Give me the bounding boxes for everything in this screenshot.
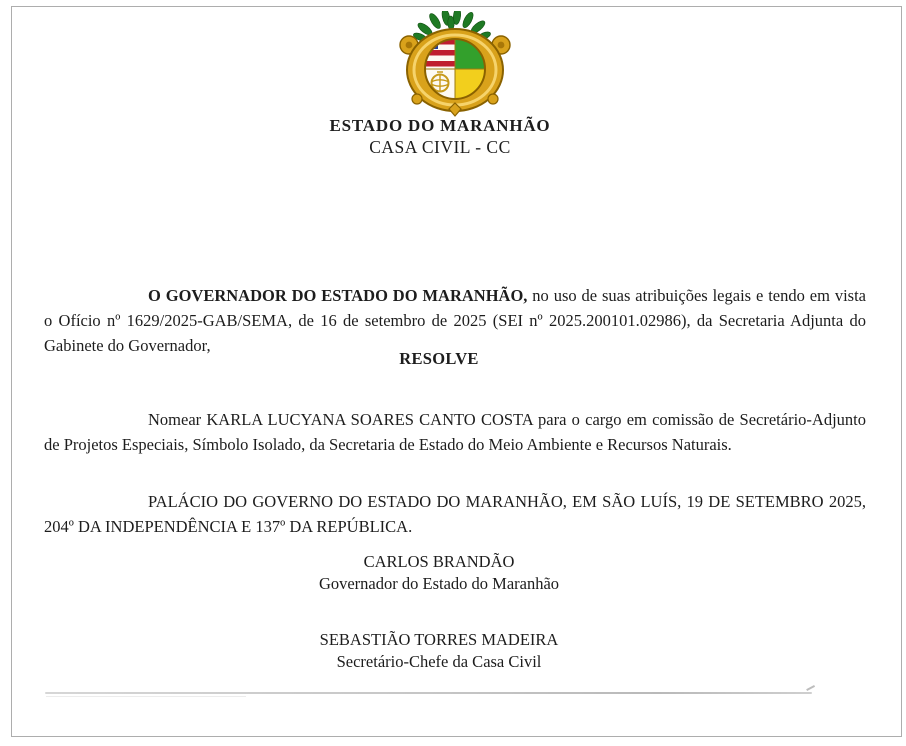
- quartered-shield: [425, 39, 485, 99]
- coat-of-arms-svg: [387, 11, 523, 117]
- resolve-heading: RESOLVE: [399, 349, 479, 368]
- signature-name: SEBASTIÃO TORRES MADEIRA: [319, 630, 559, 649]
- signature-block-governor: [44, 551, 834, 595]
- org-name: ESTADO DO MARANHÃO: [329, 116, 551, 135]
- footer-divider-line: [45, 692, 812, 694]
- preamble-bold-phrase: O GOVERNADOR DO ESTADO DO MARANHÃO,: [148, 285, 528, 305]
- signature-name: CARLOS BRANDÃO: [363, 552, 515, 571]
- footer-line-tail-mark: [806, 685, 815, 691]
- footer-divider-faint-line: [46, 696, 246, 697]
- signature-title: Governador do Estado do Maranhão: [318, 574, 560, 593]
- dept-name: CASA CIVIL - CC: [369, 137, 511, 157]
- maranhao-coat-of-arms-icon: [387, 11, 523, 117]
- preamble-paragraph: [44, 283, 866, 358]
- preamble-rest: no uso de suas atribuições legais e tendo em vista o Ofício nº 1629/2025-GAB/SEMA, de 16 de setembro de 2025 (SEI nº 2025.200101.02986), da Secretaria Adjunta do Gabinete do Governador,: [44, 285, 866, 355]
- signature-title: Secretário-Chefe da Casa Civil: [336, 652, 542, 671]
- signature-block-secretary: [44, 629, 834, 673]
- appointment-paragraph: Nomear KARLA LUCYANA SOARES CANTO COSTA para o cargo em comissão de Secretário-Adjunto de Projetos Especiais, Símbolo Isolado, da Secretaria de Estado do Meio Ambiente e Recursos Naturais.: [44, 409, 866, 454]
- place-date-paragraph: PALÁCIO DO GOVERNO DO ESTADO DO MARANHÃO, EM SÃO LUÍS, 19 DE SETEMBRO 2025, 204º DA INDEPENDÊNCIA E 137º DA REPÚBLICA.: [44, 491, 866, 536]
